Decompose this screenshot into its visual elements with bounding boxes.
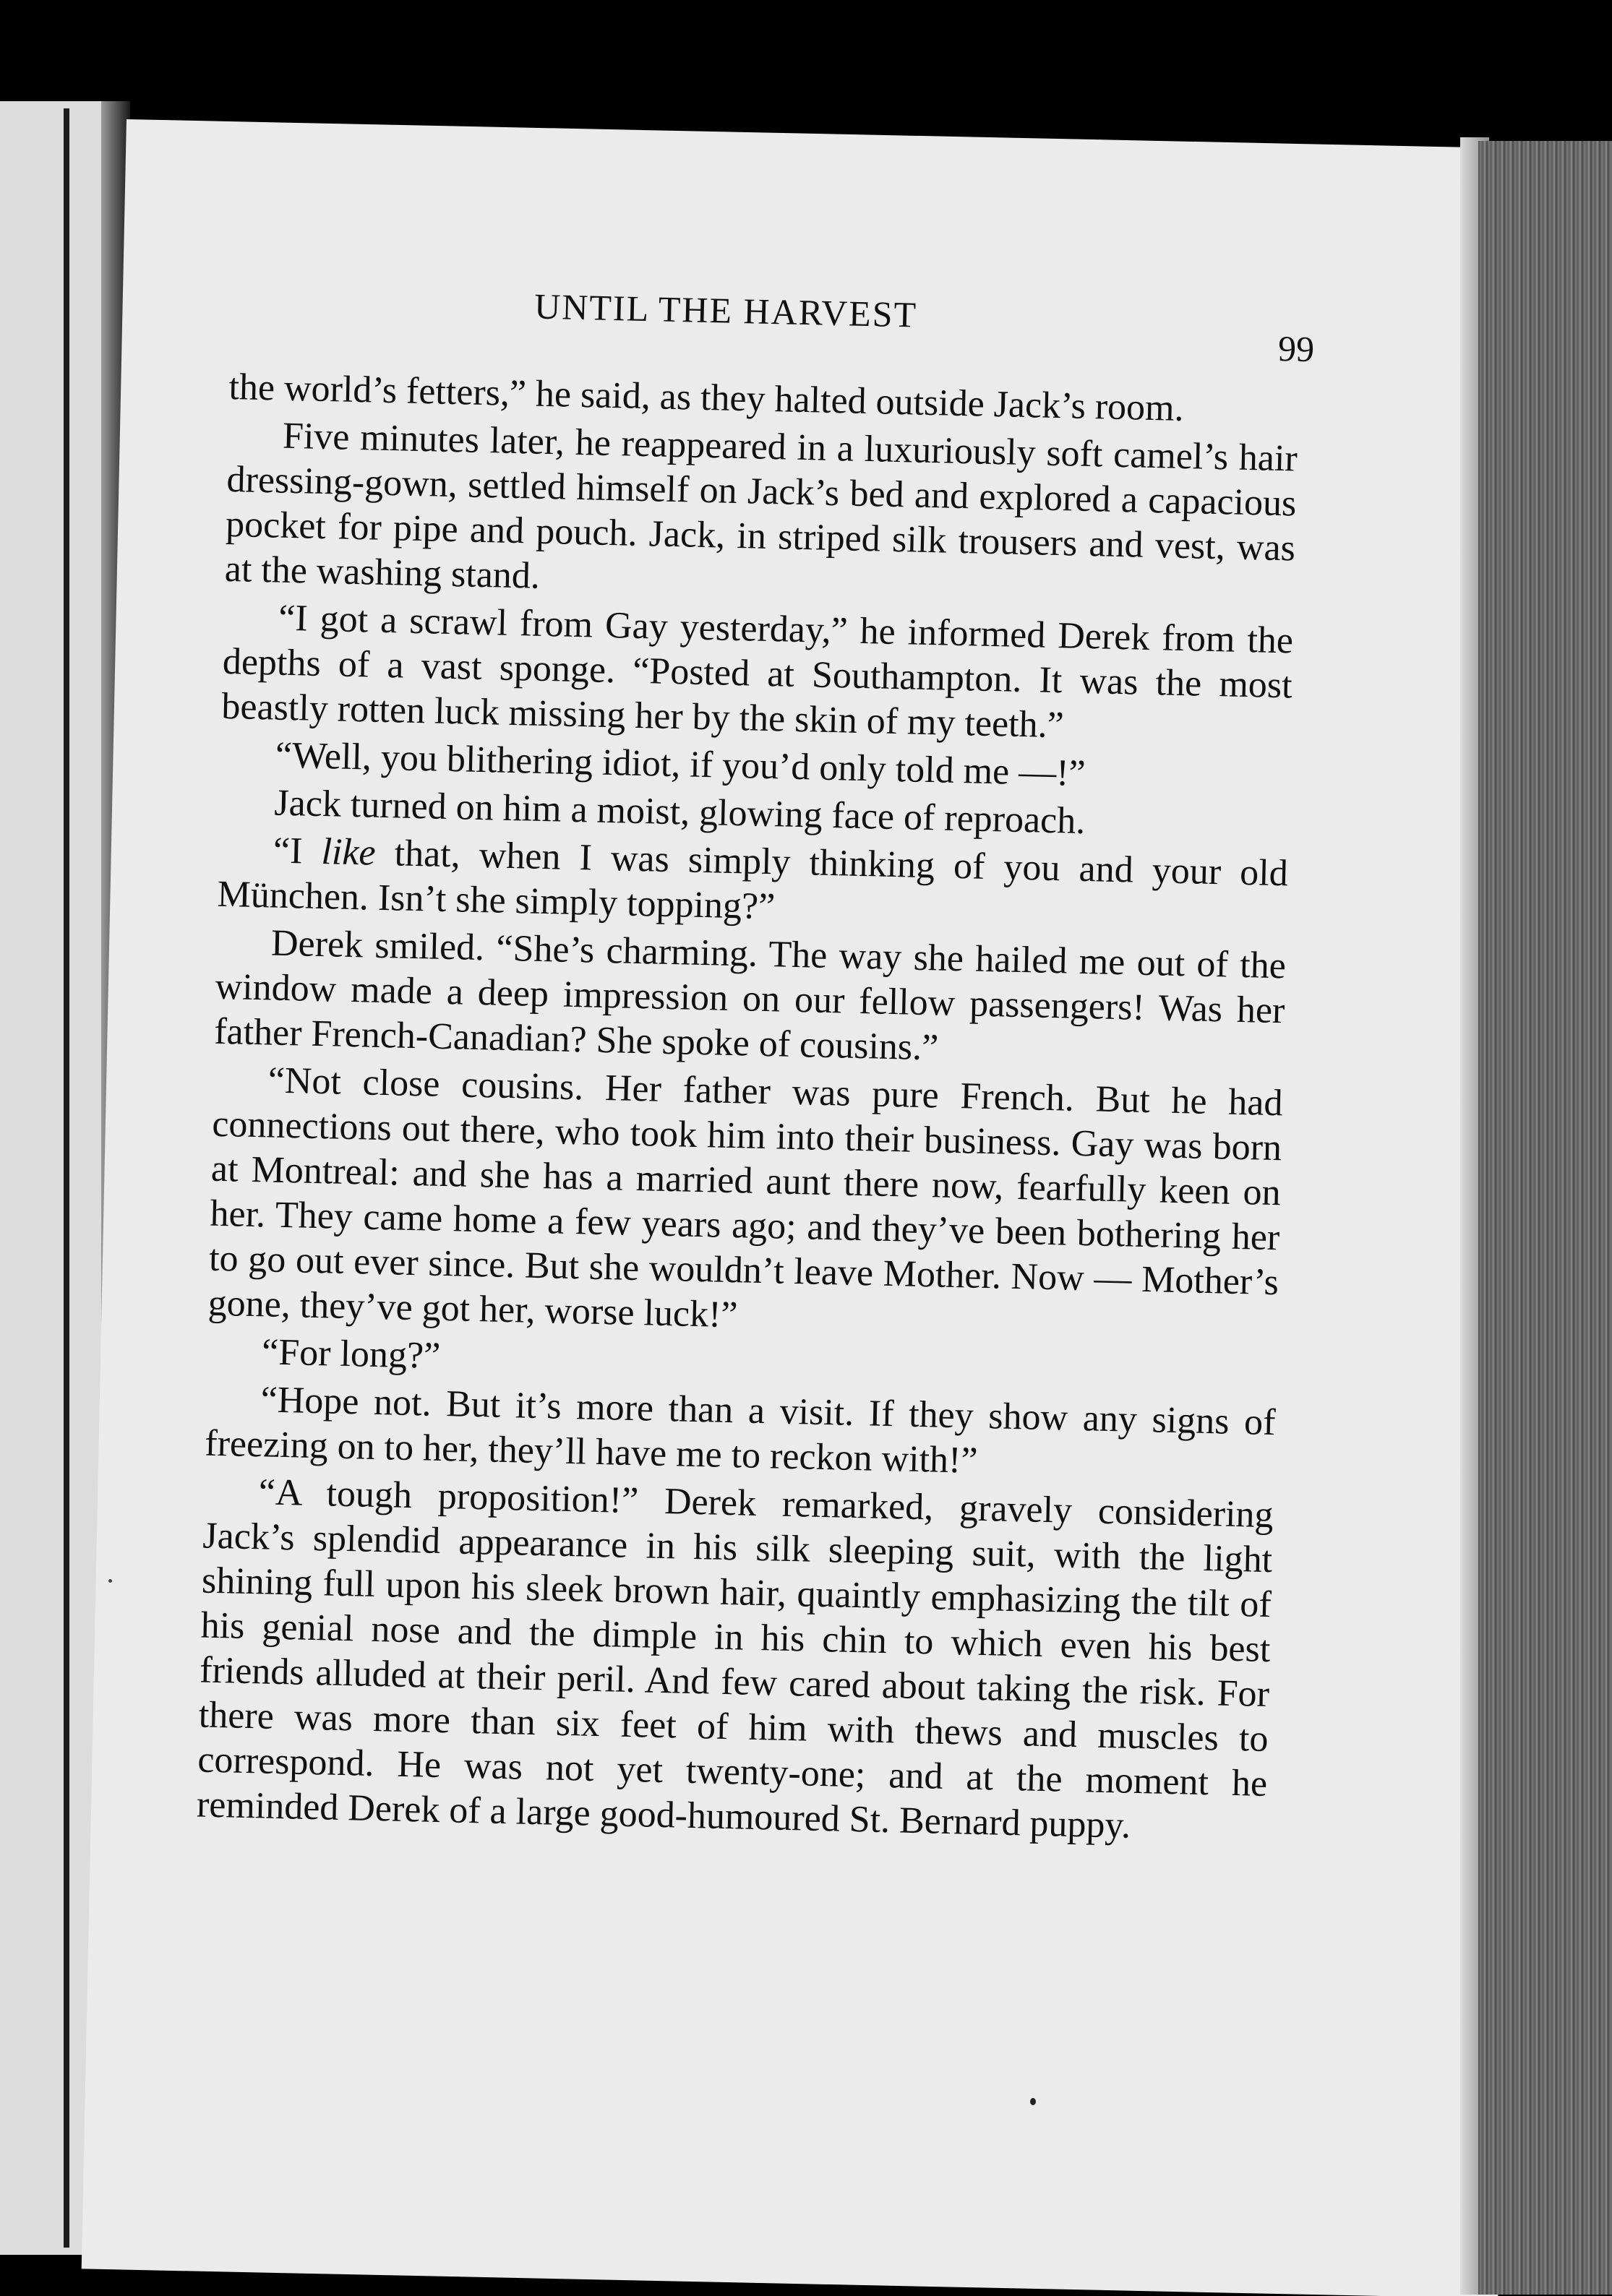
paragraph-9: “For long?” bbox=[261, 1331, 441, 1377]
paragraph-3: “I got a scrawl from Gay yesterday,” he informed Derek from the depths of a vast sponge. “Posted at Southampton. It was the most beastly rotten luck missing her by the skin of my teeth.” bbox=[220, 597, 1294, 747]
paragraph-10: “Hope not. But it’s more than a visit. If they show any signs of freezing on to her, they’ll have me to reckon with!” bbox=[204, 1379, 1277, 1482]
paragraph-1: the world’s fetters,” he said, as they halted outside Jack’s room. bbox=[228, 366, 1185, 429]
paragraph-4: “Well, you blithering idiot, if you’d only told me —!” bbox=[275, 734, 1086, 794]
paragraph-8: “Not close cousins. Her father was pure French. But he had connections out there, who took him into their business. Gay was born at Montreal: and she has a married aunt there now, fearfully keen on her. They came home a few years ago; and they’ve been bothering her to go out ever since. But she wouldn’t leave Mother. Now — Mother’s gone, they’ve got her, worse luck!” bbox=[207, 1059, 1284, 1336]
page-number: 99 bbox=[1277, 327, 1315, 370]
running-title: UNTIL THE HARVEST bbox=[533, 285, 918, 335]
paragraph-5: Jack turned on him a moist, glowing face of reproach. bbox=[273, 782, 1086, 842]
paragraph-7: Derek smiled. “She’s charming. The way she hailed me out of the window made a deep impression on our fellow passengers! Was her father French-Canadian? She spoke of cousins.” bbox=[213, 922, 1287, 1069]
ink-speck bbox=[108, 1579, 112, 1583]
ink-speck bbox=[1030, 2098, 1036, 2105]
paragraph-11: “A tough proposition!” Derek remarked, gravely considering Jack’s splendid appearance in his silk sleeping suit, with the light shining full upon his sleek brown hair, quaintly emphasizing the tilt of his genial nose and the dimple in his chin to which even his best friends alluded at their peril. And few cared about taking the risk. For there was more than six feet of him with thews and muscles to correspond. He was not yet twenty-one; and at the moment he reminded Derek of a large good-humoured St. Bernard puppy. bbox=[196, 1471, 1274, 1846]
page-stack-edge bbox=[1478, 141, 1612, 2295]
text-block bbox=[196, 278, 1315, 1854]
paragraph-6: “I like that, when I was simply thinking of you and your old München. Isn’t she simply topping?” bbox=[217, 830, 1289, 928]
paragraph-2: Five minutes later, he reappeared in a luxuriously soft camel’s hair dressing-gown, settled himself on Jack’s bed and explored a capacious pocket for pipe and pouch. Jack, in striped silk trousers and vest, was at the washing stand. bbox=[224, 415, 1298, 597]
emphasis-like: like bbox=[320, 831, 377, 874]
gutter-line bbox=[64, 108, 69, 2248]
